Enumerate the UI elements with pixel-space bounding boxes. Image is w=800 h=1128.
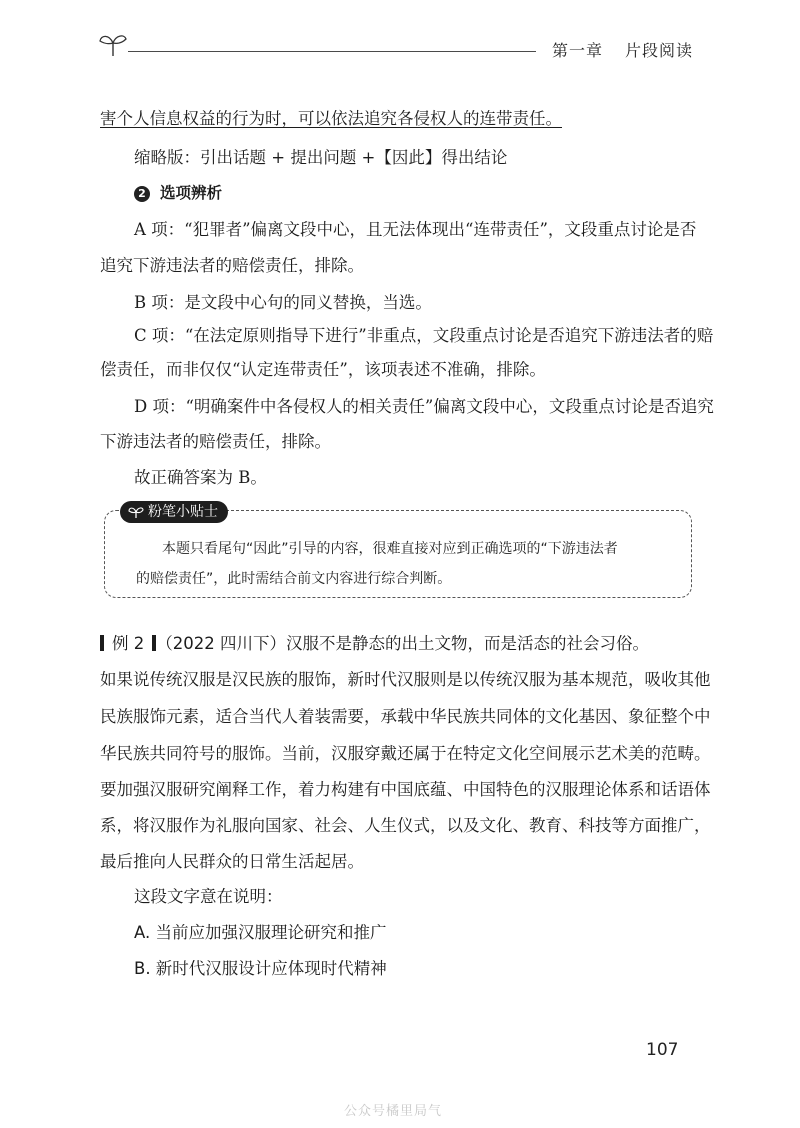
- continued-line: 害个人信息权益的行为时，可以依法追究各侵权人的连带责任。: [100, 109, 562, 128]
- tip-label: [120, 501, 228, 523]
- example-text-line: 民族服饰元素，适合当代人着装需要，承载中华民族共同体的文化基因、象征整个中: [100, 707, 711, 726]
- example-text-line: 系，将汉服作为礼服向国家、社会、人生仪式，以及文化、教育、科技等方面推广，: [100, 816, 711, 835]
- option-a-line: 追究下游违法者的赔偿责任，排除。: [100, 256, 364, 275]
- answer-line: 故正确答案为 B。: [134, 468, 267, 487]
- watermark: 公众号橘里局气: [344, 1104, 443, 1119]
- choice-a: A. 当前应加强汉服理论研究和推广: [134, 923, 387, 942]
- section-number-badge: 2: [134, 186, 150, 202]
- example-text-line: 最后推向人民群众的日常生活起居。: [100, 852, 364, 871]
- choice-b: B. 新时代汉服设计应体现时代精神: [134, 959, 387, 978]
- option-d-line: D 项：“明确案件中各侵权人的相关责任”偏离文段中心，文段重点讨论是否追究: [134, 397, 714, 416]
- option-d-line: 下游违法者的赔偿责任，排除。: [100, 432, 331, 451]
- example-bracket-mark: [100, 635, 104, 651]
- tip-text-line: 本题只看尾句“因此”引导的内容，很难直接对应到正确选项的“下游违法者: [162, 541, 618, 557]
- section-label: 片段阅读: [625, 41, 694, 60]
- sprout-icon: [98, 30, 128, 58]
- tip-label-text: 粉笔小贴士: [148, 504, 218, 520]
- summary-line: 缩略版：引出话题 + 提出问题 +【因此】得出结论: [134, 148, 508, 167]
- section-title: 选项辨析: [160, 184, 223, 202]
- option-c-line: 偿责任，而非仅仅“认定连带责任”，该项表述不准确，排除。: [100, 360, 546, 379]
- question-prompt: 这段文字意在说明：: [134, 887, 283, 906]
- option-a-line: A 项：“犯罪者”偏离文段中心，且无法体现出“连带责任”，文段重点讨论是否: [134, 220, 697, 239]
- example-text-line: 要加强汉服研究阐释工作，着力构建有中国底蕴、中国特色的汉服理论体系和话语体: [100, 780, 711, 799]
- example-text: （2022 四川下）汉服不是静态的出土文物，而是活态的社会习俗。: [156, 634, 649, 653]
- example-label: 例 2: [112, 634, 145, 653]
- option-c-line: C 项：“在法定原则指导下进行”非重点，文段重点讨论是否追究下游违法者的赔: [134, 326, 714, 345]
- example-text-line: 华民族共同符号的服饰。当前，汉服穿戴还属于在特定文化空间展示艺术美的范畴。: [100, 744, 711, 763]
- page-number: 107: [646, 1040, 679, 1060]
- running-header: [552, 38, 693, 61]
- chapter-label: 第一章: [552, 41, 604, 60]
- section-heading: [134, 181, 222, 203]
- example-text-line: 如果说传统汉服是汉民族的服饰，新时代汉服则是以传统汉服为基本规范，吸收其他: [100, 670, 711, 689]
- option-b-line: B 项：是文段中心句的同义替换，当选。: [134, 293, 432, 312]
- tip-text-line: 的赔偿责任”，此时需结合前文内容进行综合判断。: [136, 571, 452, 587]
- example-heading-line: [100, 630, 649, 654]
- header-rule: [128, 51, 536, 52]
- sprout-icon: [128, 505, 144, 519]
